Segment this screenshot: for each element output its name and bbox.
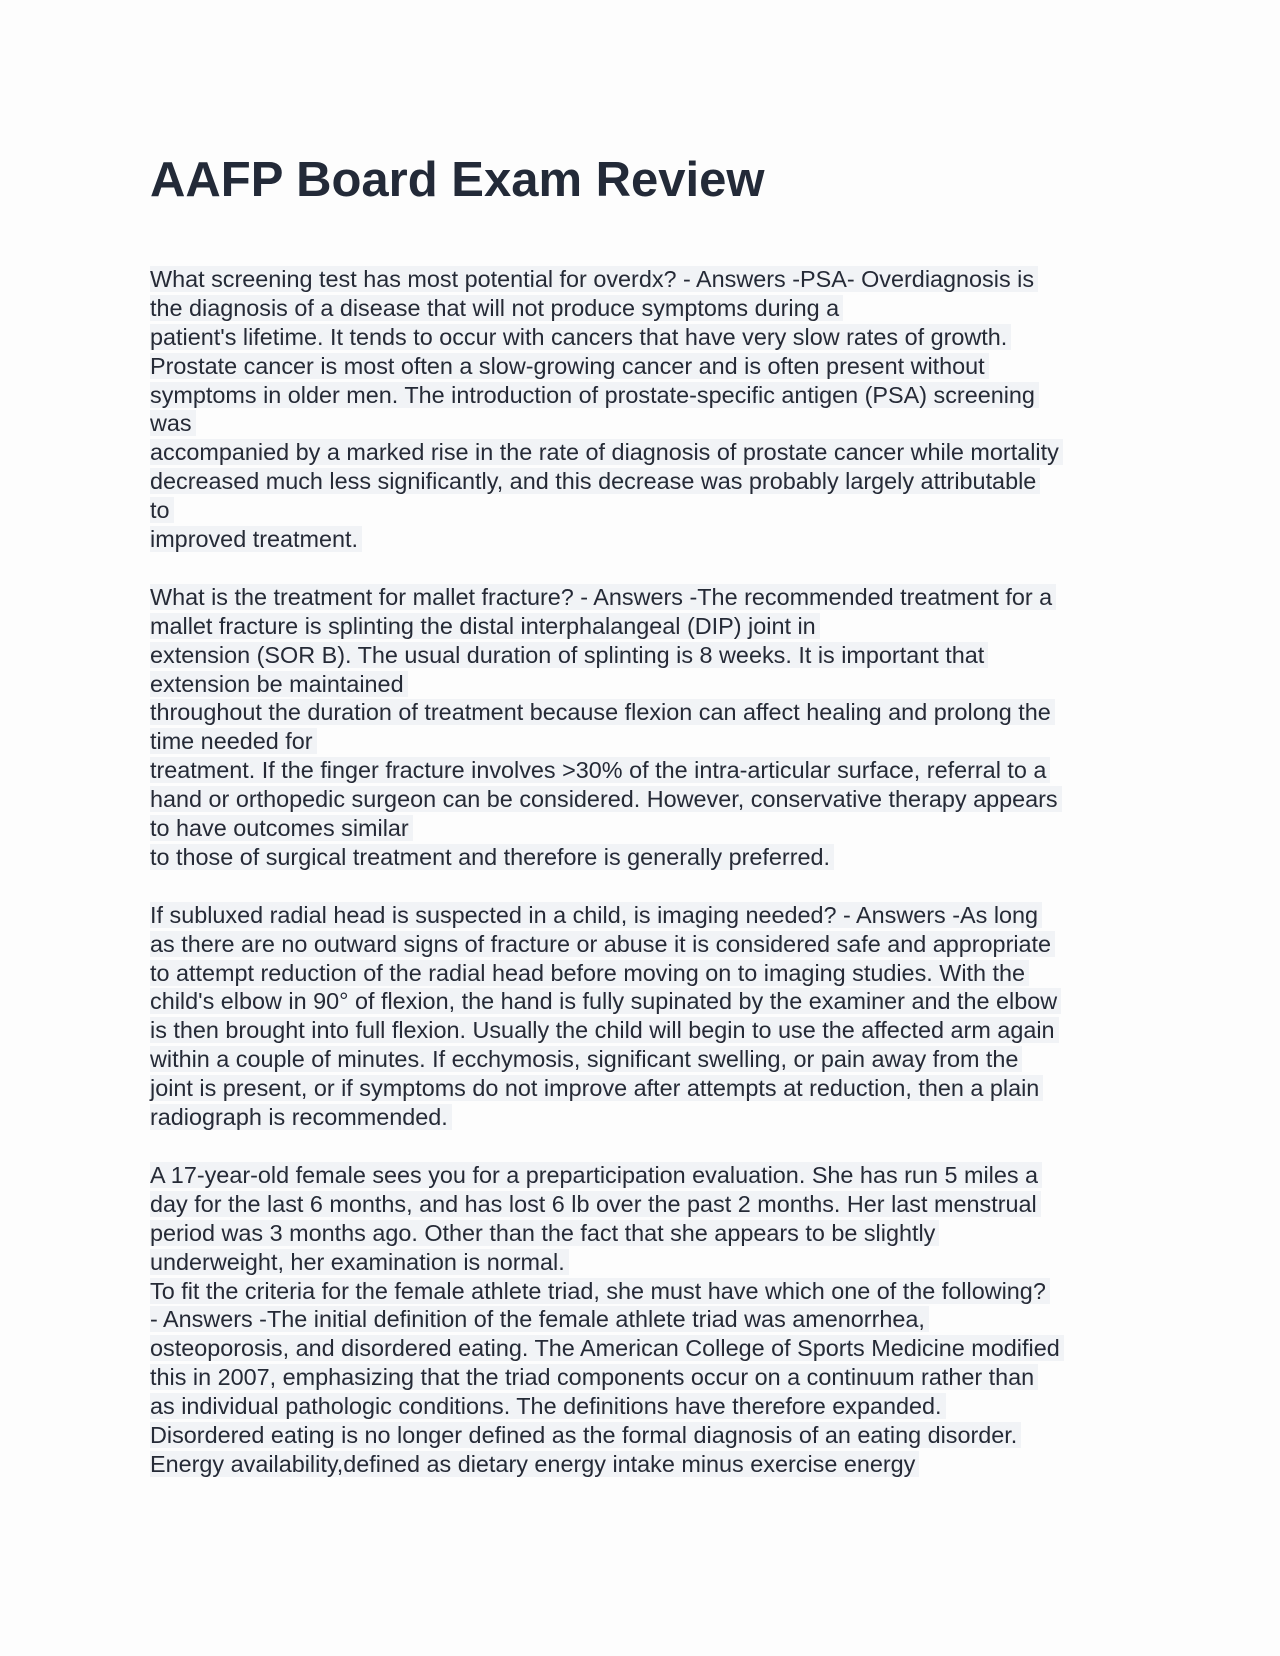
text-line: to — [150, 496, 1150, 525]
text-line: Energy availability,defined as dietary energy intake minus exercise energy — [150, 1450, 1150, 1479]
text-line: underweight, her examination is normal. — [150, 1248, 1150, 1277]
text-line: joint is present, or if symptoms do not improve after attempts at reduction, then a plain — [150, 1074, 1150, 1103]
text-line: decreased much less significantly, and this decrease was probably largely attributable — [150, 467, 1150, 496]
text-line: improved treatment. — [150, 525, 1150, 554]
text-line: to attempt reduction of the radial head before moving on to imaging studies. With the — [150, 959, 1150, 988]
document-body — [150, 265, 1150, 1508]
text-line: What screening test has most potential for overdx? - Answers -PSA- Overdiagnosis is — [150, 265, 1150, 294]
text-line: child's elbow in 90° of flexion, the hand is fully supinated by the examiner and the elbow — [150, 987, 1150, 1016]
text-line: throughout the duration of treatment because flexion can affect healing and prolong the — [150, 698, 1150, 727]
text-line: accompanied by a marked rise in the rate of diagnosis of prostate cancer while mortality — [150, 438, 1150, 467]
text-line: this in 2007, emphasizing that the triad components occur on a continuum rather than — [150, 1363, 1150, 1392]
text-line: hand or orthopedic surgeon can be considered. However, conservative therapy appears — [150, 785, 1150, 814]
text-line: Disordered eating is no longer defined as the formal diagnosis of an eating disorder. — [150, 1421, 1150, 1450]
qa-paragraph-radial-head — [150, 901, 1150, 1132]
text-line: A 17-year-old female sees you for a preparticipation evaluation. She has run 5 miles a — [150, 1161, 1150, 1190]
text-line: was — [150, 409, 1150, 438]
text-line: patient's lifetime. It tends to occur with cancers that have very slow rates of growth. — [150, 323, 1150, 352]
text-line: - Answers -The initial definition of the female athlete triad was amenorrhea, — [150, 1305, 1150, 1334]
text-line: to have outcomes similar — [150, 814, 1150, 843]
text-line: the diagnosis of a disease that will not produce symptoms during a — [150, 294, 1150, 323]
document-title: AAFP Board Exam Review — [150, 153, 765, 207]
text-line: period was 3 months ago. Other than the fact that she appears to be slightly — [150, 1219, 1150, 1248]
text-line: If subluxed radial head is suspected in a child, is imaging needed? - Answers -As long — [150, 901, 1150, 930]
text-line: symptoms in older men. The introduction of prostate-specific antigen (PSA) screening — [150, 381, 1150, 410]
text-line: day for the last 6 months, and has lost 6 lb over the past 2 months. Her last menstrual — [150, 1190, 1150, 1219]
text-line: to those of surgical treatment and therefore is generally preferred. — [150, 843, 1150, 872]
text-line: To fit the criteria for the female athlete triad, she must have which one of the following? — [150, 1277, 1150, 1306]
text-line: Prostate cancer is most often a slow-growing cancer and is often present without — [150, 352, 1150, 381]
qa-paragraph-mallet-fracture — [150, 583, 1150, 872]
text-line: mallet fracture is splinting the distal interphalangeal (DIP) joint in — [150, 612, 1150, 641]
qa-paragraph-female-athlete-triad — [150, 1161, 1150, 1479]
text-line: treatment. If the finger fracture involves >30% of the intra-articular surface, referral to a — [150, 756, 1150, 785]
text-line: as individual pathologic conditions. The definitions have therefore expanded. — [150, 1392, 1150, 1421]
text-line: extension (SOR B). The usual duration of splinting is 8 weeks. It is important that — [150, 641, 1150, 670]
text-line: is then brought into full flexion. Usually the child will begin to use the affected arm again — [150, 1016, 1150, 1045]
text-line: extension be maintained — [150, 670, 1150, 699]
text-line: radiograph is recommended. — [150, 1103, 1150, 1132]
text-line: What is the treatment for mallet fracture? - Answers -The recommended treatment for a — [150, 583, 1150, 612]
text-line: within a couple of minutes. If ecchymosis, significant swelling, or pain away from the — [150, 1045, 1150, 1074]
text-line: as there are no outward signs of fracture or abuse it is considered safe and appropriate — [150, 930, 1150, 959]
qa-paragraph-psa — [150, 265, 1150, 554]
text-line: osteoporosis, and disordered eating. The American College of Sports Medicine modified — [150, 1334, 1150, 1363]
text-line: time needed for — [150, 727, 1150, 756]
